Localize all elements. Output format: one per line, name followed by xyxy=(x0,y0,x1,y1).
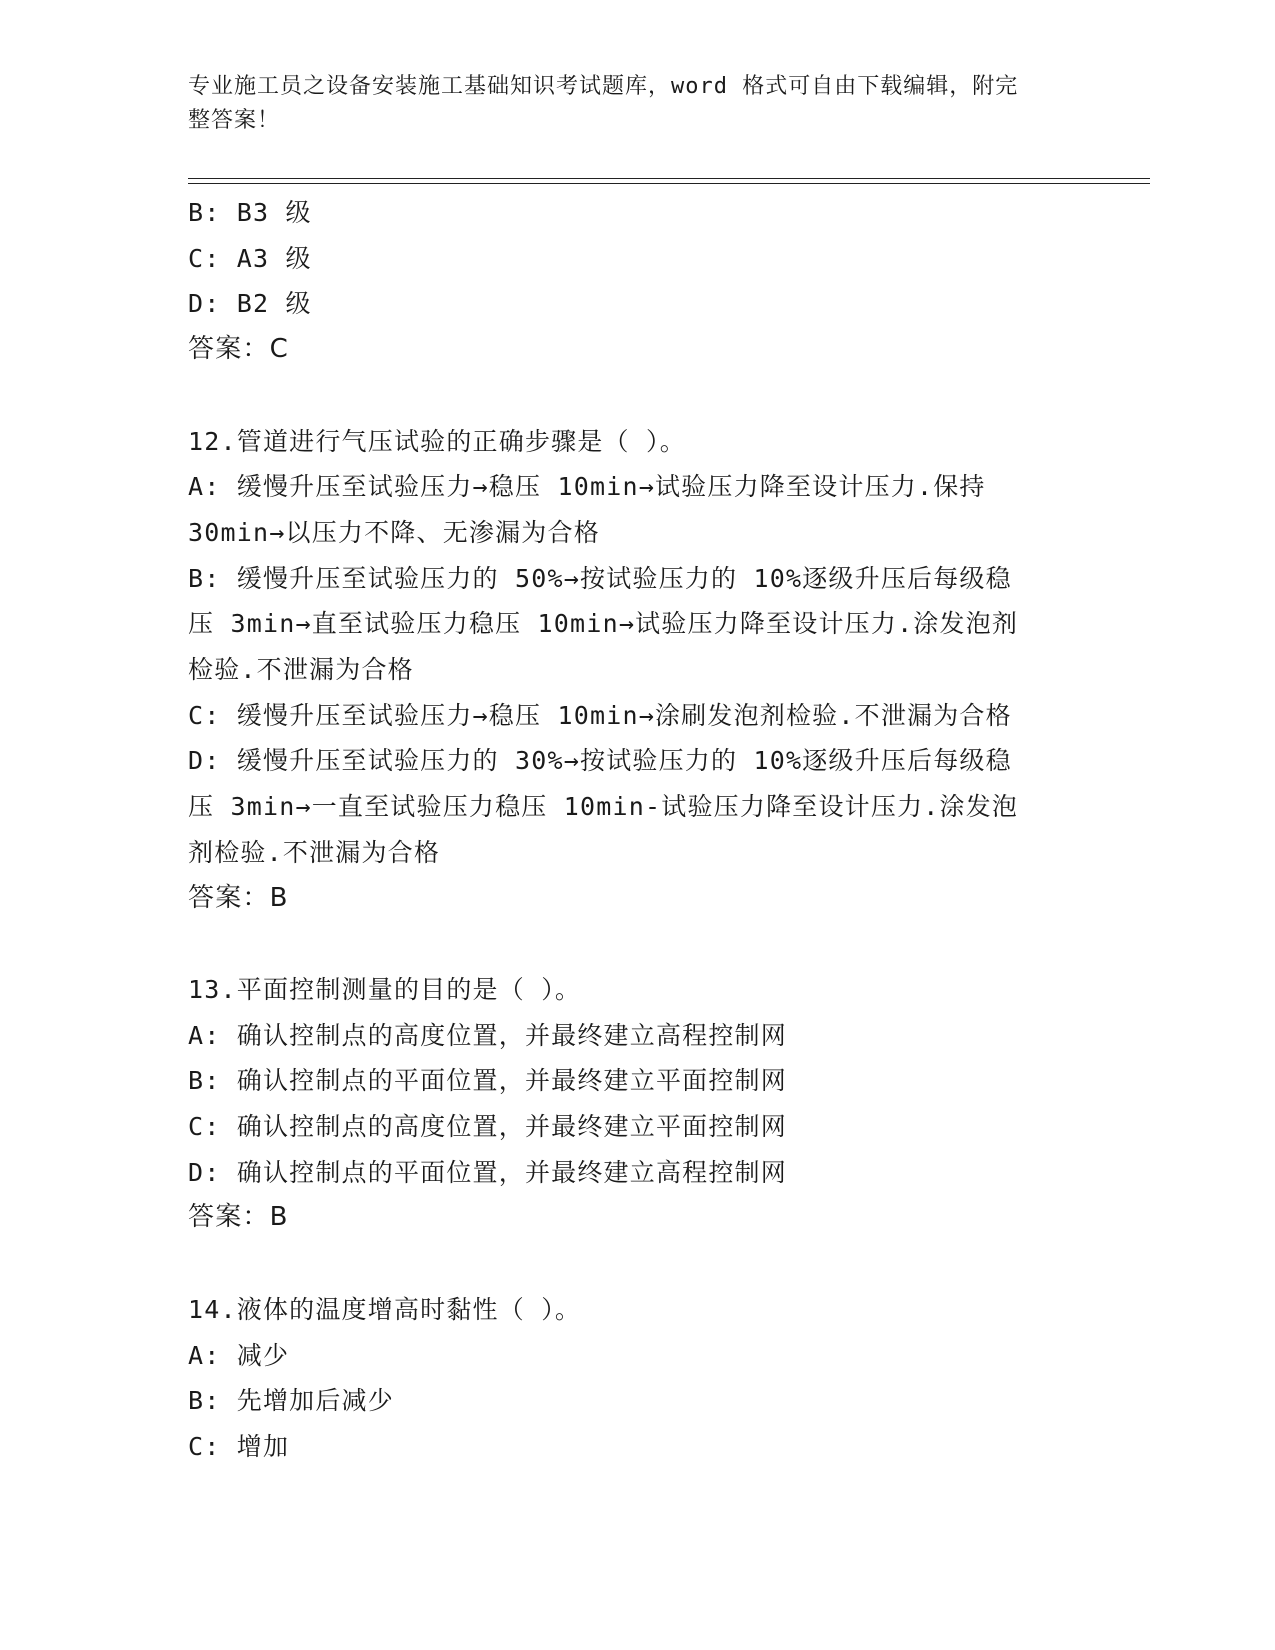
q13-option-b: B: 确认控制点的平面位置，并最终建立平面控制网 xyxy=(188,1066,787,1096)
q11-option-b: B: B3 级 xyxy=(188,198,312,227)
question-12-block xyxy=(188,419,1088,922)
question-13-block xyxy=(188,967,1088,1241)
header-divider-top xyxy=(188,178,1150,179)
question-14-block xyxy=(188,1287,1088,1470)
q12-line-5: 检验.不泄漏为合格 xyxy=(188,655,414,685)
q12-line-4: 压 3min→直至试验压力稳压 10min→试验压力降至设计压力.涂发泡剂 xyxy=(188,609,1019,639)
header-line-1: 专业施工员之设备安装施工基础知识考试题库，word 格式可自由下载编辑，附完 xyxy=(188,74,1019,99)
q12-stem: 12.管道进行气压试验的正确步骤是（ ）。 xyxy=(188,426,686,456)
q13-answer: 答案：B xyxy=(188,1202,289,1233)
q14-option-a: A: 减少 xyxy=(188,1340,290,1370)
q12-line-9: 剂检验.不泄漏为合格 xyxy=(188,837,441,867)
q11-option-c: C: A3 级 xyxy=(188,243,312,273)
q14-stem: 14.液体的温度增高时黏性（ ）。 xyxy=(188,1294,582,1324)
q13-option-a: A: 确认控制点的高度位置，并最终建立高程控制网 xyxy=(188,1020,787,1050)
q13-option-d: D: 确认控制点的平面位置，并最终建立高程控制网 xyxy=(188,1157,787,1187)
q12-line-8: 压 3min→一直至试验压力稳压 10min-试验压力降至设计压力.涂发泡 xyxy=(188,792,1019,822)
document-header xyxy=(188,70,1068,138)
spacer xyxy=(188,1241,1088,1287)
question-content xyxy=(188,190,1088,1470)
q12-line-1: A: 缓慢升压至试验压力→稳压 10min→试验压力降至设计压力.保持 xyxy=(188,472,986,502)
q13-stem: 13.平面控制测量的目的是（ ）。 xyxy=(188,974,582,1004)
header-divider-bottom xyxy=(188,183,1150,184)
q14-option-c: C: 增加 xyxy=(188,1431,290,1461)
q14-option-b: B: 先增加后减少 xyxy=(188,1386,394,1416)
q12-line-6: C: 缓慢升压至试验压力→稳压 10min→涂刷发泡剂检验.不泄漏为合格 xyxy=(188,700,1012,730)
q11-answer: 答案：C xyxy=(188,334,289,365)
q12-line-3: B: 缓慢升压至试验压力的 50%→按试验压力的 10%逐级升压后每级稳 xyxy=(188,563,1012,593)
q12-line-2: 30min→以压力不降、无渗漏为合格 xyxy=(188,517,600,547)
q12-line-7: D: 缓慢升压至试验压力的 30%→按试验压力的 10%逐级升压后每级稳 xyxy=(188,746,1012,776)
header-line-2: 整答案！ xyxy=(188,108,281,133)
question-11-block xyxy=(188,190,1088,373)
spacer xyxy=(188,921,1088,967)
q11-option-d: D: B2 级 xyxy=(188,289,312,319)
spacer xyxy=(188,373,1088,419)
q13-option-c: C: 确认控制点的高度位置，并最终建立平面控制网 xyxy=(188,1112,787,1142)
q12-answer: 答案：B xyxy=(188,882,289,913)
